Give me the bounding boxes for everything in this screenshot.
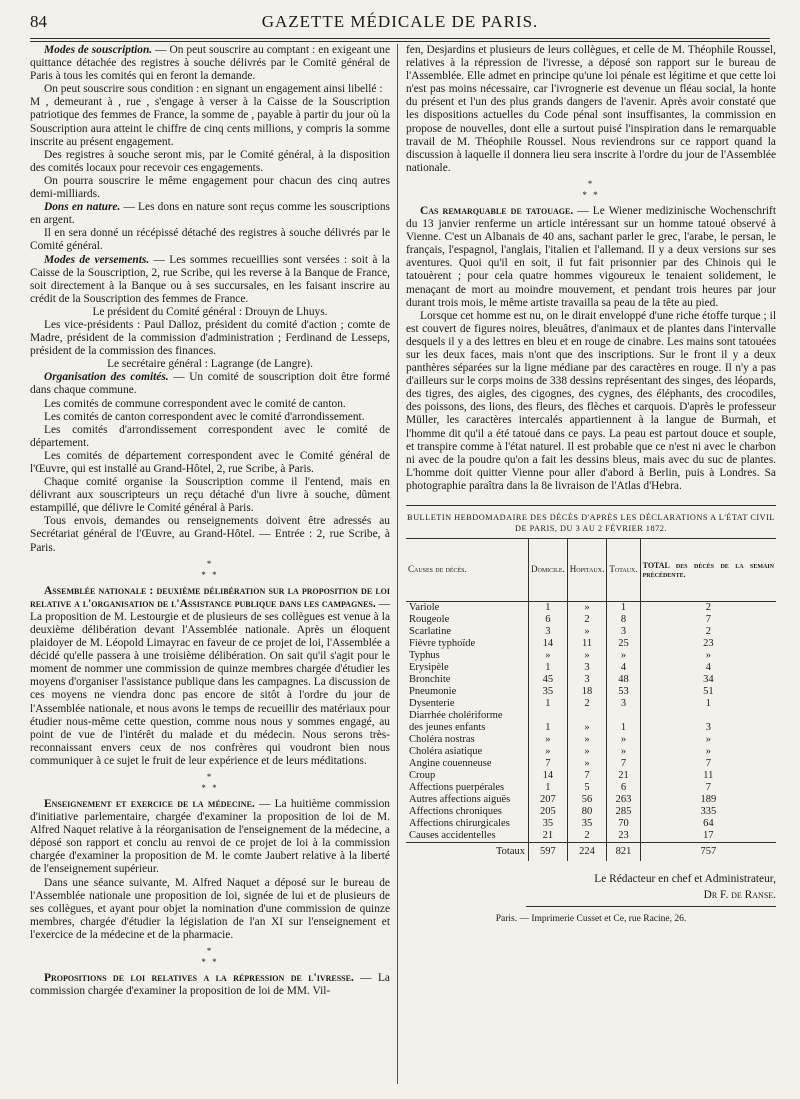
paragraph: Lorsque cet homme est nu, on le dirait enveloppé d'une riche étoffe turque ; il est couvert de figures noires, bleuâtres, d'animaux et de plantes dans l'intervalle desquels il y a des lettres en bleu et en rouge de cinabre. Les mains sont tatouées sur les deux faces, mais n'ont que des inscriptions. Sur le front il y a deux panthères séparées sur la ligne médiane par des caractères en rouge. Il n'y a pas d'ailleurs sur le corps moins de 338 dessins représentant des singes, des léopards, des tigres, des aigles, des cigognes, des cygnes, des éléphants, des crocodiles, des poissons, des lions, des fleurs, des flèches et carquois. D'après le professeur Müller, les caractères intercalés appartiennent à la langue de Burmah, et l'homme dit qu'il a été tatoué dans ce pays. La peau est partout douce et souple, et transpire comme à l'état naturel. Il est probable que ce n'est ni avec le charbon ni avec de la poudre qu'on a fait les dessins bleus, mais avec du suc de plantes. L'homme doit quitter Vienne pour aller d'abord à Berlin, puis à Londres. Sa photographie paraîtra dans la 8e livraison de l'Atlas d'Hebra.	[406, 309, 776, 492]
heading-organisation: Organisation des comités.	[44, 371, 169, 384]
committee-vice-presidents: Les vice-présidents : Paul Dalloz, président du comité d'action ; comte de Madre, président de la commission d'administration ; Ferdinand de Lesseps, président de la commission des finances.	[30, 318, 390, 358]
value-cell: »	[567, 746, 607, 758]
table-row	[406, 614, 776, 626]
cause-cell: Angine couenneuse	[409, 758, 492, 769]
heading-enseignement: Enseignement et exercice de la médecine.	[44, 797, 255, 810]
header-totaux: Totaux.	[607, 539, 640, 602]
value-cell: 11	[640, 770, 776, 782]
header-hopitaux: Hopitaux.	[567, 539, 607, 602]
value-cell: »	[607, 734, 640, 746]
table-row	[406, 746, 776, 758]
value-cell: 25	[607, 638, 640, 650]
value-cell: 7	[640, 758, 776, 770]
total-value: 597	[529, 843, 568, 862]
paragraph: fen, Desjardins et plusieurs de leurs collègues, et celle de M. Théophile Roussel, relatives à la répression de l'ivresse, a déposé son rapport sur le bureau de l'Assemblée. Elle admet en principe qu'une loi pénale est légitime et que cette loi n'est pas moins nécessaire, car l'ivrognerie est devenue un fléau social, la honte du présent et l'un des plus grands dangers de l'avenir. Après avoir constaté que les dispositions actuelles du Code pénal sont insuffisantes, la commission en propose de nouvelles, dont elle a surtout puisé l'inspiration dans le remarquable travail de M. Théophile Roussel. Nous reviendrons sur ce rapport quand la discussion à laquelle il donnera lieu sera inscrite à l'ordre du jour de l'Assemblée nationale.	[406, 44, 776, 174]
cause-cell: Rougeole	[409, 614, 450, 625]
table-row	[406, 818, 776, 830]
table-row	[406, 722, 776, 734]
value-cell: 3	[640, 722, 776, 734]
value-cell: 4	[607, 662, 640, 674]
table-row	[406, 650, 776, 662]
value-cell	[529, 710, 568, 722]
cause-cell: Dysenterie	[409, 698, 455, 709]
total-value: 757	[640, 843, 776, 862]
paragraph: On peut souscrire sous condition : en signant un engagement ainsi libellé :	[44, 83, 383, 96]
total-value: 224	[567, 843, 607, 862]
heading-ivresse: Propositions de loi relatives a la répression de l'ivresse.	[44, 972, 354, 984]
paragraph: Chaque comité organise la Souscription comme il l'entend, mais en délivrant aux souscripteurs un reçu détaché d'un livre à souche, dûment estampillé, que délivre le Comité général à Paris.	[30, 476, 390, 515]
value-cell: 18	[567, 686, 607, 698]
value-cell: 3	[529, 626, 568, 638]
value-cell: 1	[529, 662, 568, 674]
cause-cell: Pneumonie	[409, 686, 457, 697]
paragraph: — On peut souscrire au comptant : en exigeant une quittance détachée des registres à souche délivrés par le Comité général de Paris à tous les comités qui en feront la demande.	[30, 44, 390, 83]
value-cell: 21	[607, 770, 640, 782]
paragraph: — Un comité de souscription doit être formé dans chaque commune.	[30, 371, 390, 397]
heading-assemblee-nationale: Assemblée nationale : deuxième délibération sur la proposition de loi relative a l'organisation de l'Assistance publique dans les campagnes.	[30, 584, 390, 610]
value-cell: 8	[607, 614, 640, 626]
value-cell: 70	[607, 818, 640, 830]
value-cell: 14	[529, 638, 568, 650]
value-cell: 2	[640, 602, 776, 615]
paragraph: — La proposition de M. Lestourgie et de plusieurs de ses collègues est venue à la deuxième délibération devant l'Assemblée nationale. Après un éloquent plaidoyer de M. Léopold Limayrac en faveur de ce projet de loi, l'Assemblée a décidé qu'elle passera à une troisième délibération. On sait qu'il s'agit pour le moment de nommer une commission de quinze membres chargée d'étudier les moyens d'organiser l'assistance publique dans les campagnes. La discussion de ces moyens ne viendra donc pas encore de sitôt à l'ordre du jour de l'Assemblée nationale, et nous avons le temps de recueillir des matériaux pour étudier nous-même cette question, comme nous nous y sommes engagé, au point de vue de l'intérêt du malade et du médecin. Nous serons très-reconnaissant envers ceux de nos confrères qui voudront bien nous communiquer à ce sujet le fruit de leur expérience et de leurs méditations.	[30, 597, 390, 767]
value-cell: 3	[607, 698, 640, 710]
value-cell: 3	[607, 626, 640, 638]
value-cell: 1	[607, 602, 640, 615]
heading-dons-nature: Dons en nature.	[44, 201, 121, 214]
value-cell: 2	[640, 626, 776, 638]
value-cell: 1	[529, 602, 568, 615]
value-cell: 285	[607, 806, 640, 818]
bulletin-title: BULLETIN HEBDOMADAIRE DES DÉCÈS D'APRÈS LES DÉCLARATIONS A L'ÉTAT CIVIL	[407, 513, 775, 522]
table-row	[406, 674, 776, 686]
value-cell: 34	[640, 674, 776, 686]
cause-cell: Affections chirurgicales	[409, 818, 510, 829]
cause-cell: Typhus	[409, 650, 440, 661]
paragraph: Les comités de département correspondent avec le Comité général de l'Œuvre, qui est installé au Grand-Hôtel, 2, rue Scribe, à Paris.	[30, 449, 390, 475]
deaths-table	[406, 538, 776, 861]
value-cell: »	[567, 602, 607, 615]
table-row	[406, 686, 776, 698]
paragraph: Les comités de commune correspondent avec le comité de canton.	[44, 397, 346, 410]
value-cell: 7	[567, 770, 607, 782]
table-row	[406, 758, 776, 770]
committee-secretary: Le secrétaire général : Lagrange (de Langre).	[107, 358, 313, 371]
value-cell: 11	[567, 638, 607, 650]
cause-cell: Autres affections aiguës	[409, 794, 511, 805]
section-separator: * * *	[201, 771, 219, 793]
value-cell: 335	[640, 806, 776, 818]
value-cell: 189	[640, 794, 776, 806]
table-row	[406, 830, 776, 843]
cause-cell: Affections puerpérales	[409, 782, 505, 793]
value-cell: 35	[529, 818, 568, 830]
table-row	[406, 806, 776, 818]
paragraph: — Les dons en nature sont reçus comme les souscriptions en argent.	[30, 201, 390, 227]
page-header	[30, 12, 770, 38]
value-cell: 4	[640, 662, 776, 674]
value-cell: 35	[567, 818, 607, 830]
value-cell: »	[567, 722, 607, 734]
editor-signature: Dr F. de Ranse.	[703, 889, 776, 902]
table-row	[406, 794, 776, 806]
table-row	[406, 782, 776, 794]
value-cell: 21	[529, 830, 568, 843]
value-cell: 7	[529, 758, 568, 770]
value-cell	[607, 710, 640, 722]
paragraph: — Les sommes recueillies sont versées : soit à la Caisse de la Souscription, 2, rue Scribe, qui les reverse à la Banque de France, soit directement à la Banque ou à ses succursales, en les faisant inscrire au crédit de la Souscription des femmes de France.	[30, 253, 390, 305]
table-row	[406, 734, 776, 746]
cause-cell: Croup	[409, 770, 436, 781]
value-cell: »	[567, 650, 607, 662]
table-row	[406, 602, 776, 615]
section-separator: * * *	[582, 178, 600, 200]
value-cell: 1	[529, 722, 568, 734]
paragraph: On pourra souscrire le même engagement pour chacun des cinq autres demi-milliards.	[30, 174, 390, 201]
table-row	[406, 770, 776, 782]
value-cell: »	[567, 626, 607, 638]
total-row	[406, 843, 776, 862]
value-cell: 51	[640, 686, 776, 698]
header-total-semaine: TOTAL des décès de la semain précédente.	[640, 539, 776, 602]
heading-modes-versements: Modes de versements.	[44, 253, 150, 266]
total-value: 821	[607, 843, 640, 862]
total-label: Totaux	[406, 843, 529, 862]
value-cell: 2	[567, 830, 607, 843]
value-cell: »	[567, 734, 607, 746]
value-cell: »	[529, 650, 568, 662]
value-cell: »	[607, 650, 640, 662]
value-cell: 80	[567, 806, 607, 818]
column-divider	[397, 44, 398, 1084]
value-cell: 3	[567, 662, 607, 674]
value-cell: 263	[607, 794, 640, 806]
paragraph: Les comités de canton correspondent avec le comité d'arrondissement.	[44, 410, 365, 423]
bulletin-subtitle: DE PARIS, DU 3 AU 2 FÉVRIER 1872.	[515, 524, 667, 533]
value-cell: 7	[640, 782, 776, 794]
cause-cell: Bronchite	[409, 674, 451, 685]
value-cell: 5	[567, 782, 607, 794]
value-cell: 48	[607, 674, 640, 686]
value-cell: 1	[607, 722, 640, 734]
header-domicile: Domicile.	[529, 539, 568, 602]
paragraph: Dans une séance suivante, M. Alfred Naquet a déposé sur le bureau de l'Assemblée nationale une proposition de loi, signée de lui et de plusieurs de ses collègues, et ayant pour objet la nomination d'une commission de quinze membres, chargée d'étudier la législation de l'an XI sur l'enseignement et l'exercice de la médecine et de la pharmacie.	[30, 876, 390, 941]
value-cell: 6	[607, 782, 640, 794]
value-cell: 23	[640, 638, 776, 650]
header-rule	[30, 38, 770, 42]
value-cell: 17	[640, 830, 776, 843]
value-cell: 6	[529, 614, 568, 626]
journal-title: GAZETTE MÉDICALE DE PARIS.	[261, 12, 539, 31]
table-row	[406, 638, 776, 650]
value-cell: 2	[567, 614, 607, 626]
value-cell: »	[529, 734, 568, 746]
value-cell: 7	[607, 758, 640, 770]
value-cell: 64	[640, 818, 776, 830]
table-row	[406, 662, 776, 674]
value-cell: 14	[529, 770, 568, 782]
value-cell: »	[567, 758, 607, 770]
cause-cell: Causes accidentelles	[406, 830, 529, 843]
cause-cell: Diarrhée cholériforme	[409, 710, 503, 721]
table-row	[406, 710, 776, 722]
section-separator: * * *	[201, 558, 219, 580]
table-row	[406, 626, 776, 638]
heading-modes-souscription: Modes de souscription.	[44, 44, 153, 56]
value-cell: »	[607, 746, 640, 758]
paragraph: — La huitième commission d'initiative parlementaire, chargée d'examiner la proposition de loi de M. Alfred Naquet relative à la réorganisation de l'enseignement de la médecine, a déposé son rapport et conclu au renvoi de ce projet de loi à la commission chargée d'examiner la proposition de M. le comte Jaubert relative à la liberté de l'enseignement supérieur.	[30, 797, 390, 876]
cause-cell: Erysipèle	[409, 662, 449, 673]
right-column	[406, 44, 776, 926]
value-cell: »	[640, 734, 776, 746]
committee-president: Le président du Comité général : Drouyn de Lhuys.	[92, 305, 328, 318]
cause-cell: Choléra asiatique	[409, 746, 483, 757]
left-column	[30, 44, 390, 998]
value-cell: 35	[529, 686, 568, 698]
value-cell: 2	[567, 698, 607, 710]
table-row	[406, 698, 776, 710]
value-cell: 1	[640, 698, 776, 710]
header-causes: Causes de décès.	[406, 539, 529, 602]
value-cell: 205	[529, 806, 568, 818]
cause-cell: Variole	[409, 602, 440, 613]
cause-cell: Choléra nostras	[409, 734, 475, 745]
value-cell: 3	[567, 674, 607, 686]
paragraph: Des registres à souche seront mis, par le Comité général, à la disposition des comités locaux pour recevoir ces engagements.	[30, 148, 390, 174]
signature-rule	[526, 906, 776, 907]
cause-cell: Affections chroniques	[409, 806, 502, 817]
value-cell	[567, 710, 607, 722]
cause-cell: Scarlatine	[409, 626, 451, 637]
value-cell: 45	[529, 674, 568, 686]
editor-title: Le Rédacteur en chef et Administrateur,	[594, 873, 776, 885]
value-cell: 1	[529, 698, 568, 710]
value-cell: »	[529, 746, 568, 758]
section-separator: * * *	[201, 946, 219, 967]
value-cell: 23	[607, 830, 640, 843]
printer-imprint: Paris. — Imprimerie Cusset et Ce, rue Racine, 26.	[495, 914, 687, 925]
cause-cell: Fièvre typhoïde	[409, 638, 476, 649]
heading-tatouage: Cas remarquable de tatouage.	[420, 204, 574, 217]
value-cell: 7	[640, 614, 776, 626]
value-cell	[640, 710, 776, 722]
paragraph: Tous envois, demandes ou renseignements doivent être adressés au Secrétariat général de l'Œuvre, au Grand-Hôtel. — Entrée : 2, rue Scribe, à Paris.	[30, 515, 390, 554]
value-cell: 56	[567, 794, 607, 806]
value-cell: 53	[607, 686, 640, 698]
paragraph: — La commission chargée d'examiner la proposition de loi de MM. Vil-	[30, 972, 390, 998]
value-cell: »	[640, 746, 776, 758]
paragraph: — Le Wiener medizinische Wochenschrift du 13 janvier renferme un article intéressant sur un homme tatoué observé à Vienne. C'est un Albanais de 40 ans, sachant parler le grec, l'arabe, le persan, le français, l'espagnol, l'anglais, l'italien et l'allemand. Il y a deux versions sur ses aventures. Quoi qu'il en soit, il fut fait prisonnier par des Chinois qui le tatouèrent ; pour cela quatre hommes vigoureux le tenaient solidement, le menaçant de mort au moindre mouvement, et pendant trois heures par jour durant trois mois, le même artiste travailla sa peau de la tête au pied.	[406, 204, 776, 309]
page-number: 84	[30, 12, 47, 31]
cause-cell: des jeunes enfants	[409, 722, 486, 733]
table-header-row	[406, 539, 776, 602]
paragraph: Il en sera donné un récépissé détaché des registres à souche délivrés par le Comité général.	[30, 227, 390, 253]
engagement-form: M , demeurant à , rue , s'engage à verser à la Caisse de la Souscription patriotique des femmes de France, la somme de , payable à partir du jour où la Souscription aura atteint le chiffre de cinq cents millions, y compris la somme inscrite au présent engagement.	[30, 96, 390, 148]
bulletin-block	[406, 505, 776, 861]
value-cell: 1	[529, 782, 568, 794]
value-cell: »	[640, 650, 776, 662]
value-cell: 207	[529, 794, 568, 806]
paragraph: Les comités d'arrondissement correspondent avec le comité de département.	[30, 423, 390, 449]
